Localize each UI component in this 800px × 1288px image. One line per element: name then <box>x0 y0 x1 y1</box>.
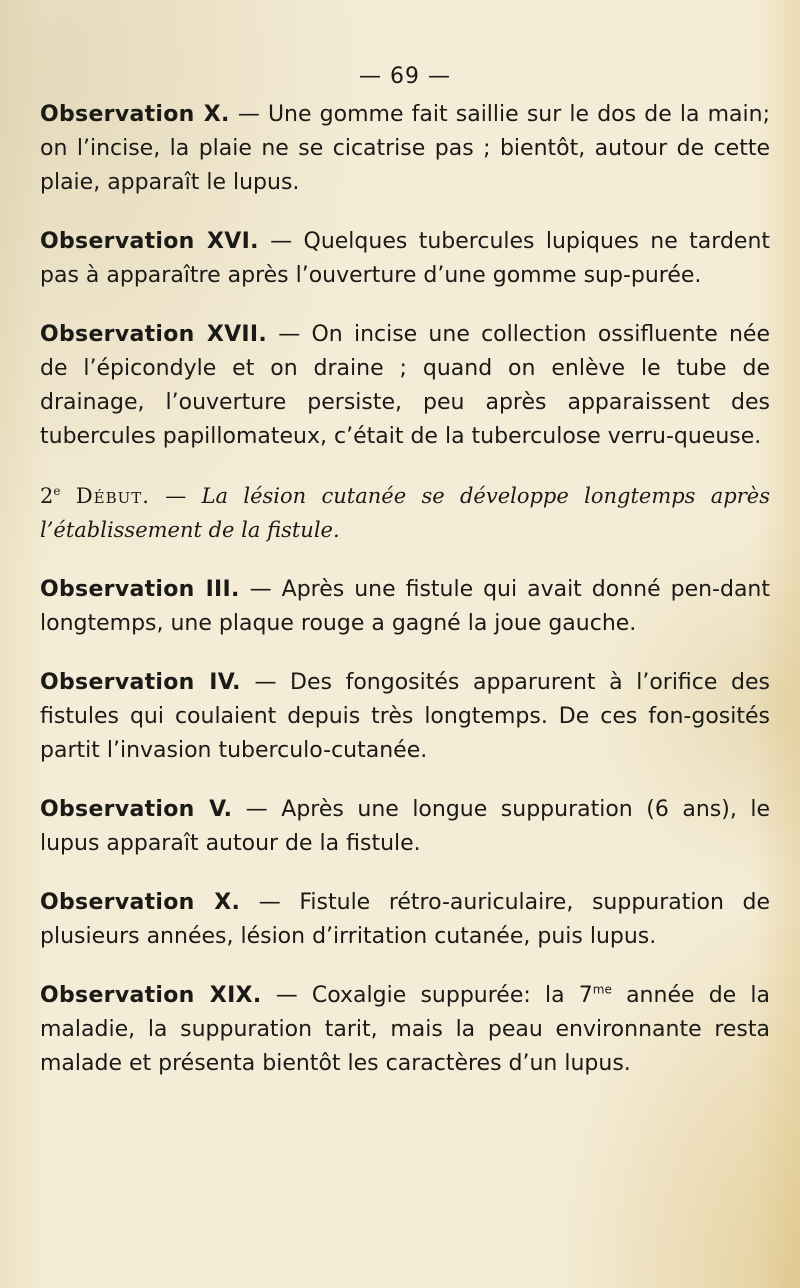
observation-title: Observation X. <box>40 102 230 127</box>
section-dash: — <box>149 484 202 508</box>
section-heading <box>40 479 770 547</box>
observation-title: Observation XIX. <box>40 983 262 1008</box>
observation-text: année de la maladie, la suppuration tarit, mais la peau environnante resta malade et présenta bientôt les caractères d’un lupus. <box>40 983 771 1076</box>
observation-x-a <box>40 98 770 200</box>
observation-title: Observation V. <box>40 797 233 822</box>
section-number-suffix: e <box>53 484 61 498</box>
observation-text: — Après une longue suppuration (6 ans), le lupus apparaît autour de la fistule. <box>40 797 770 856</box>
document-body <box>40 60 770 1106</box>
observation-text: — Quelques tubercules lupiques ne tardent pas à apparaître après l’ouverture d’une gomme sup-purée. <box>40 229 771 288</box>
observation-title: Observation IV. <box>40 670 241 695</box>
observation-xvii <box>40 318 770 454</box>
observation-text: — On incise une collection ossifluente née de l’épicondyle et on draine ; quand on enlève le tube de drainage, l’ouverture persiste, peu après apparaissent des tubercules papillomateux, c’était de la tuberculose verru-queuse. <box>40 322 771 449</box>
observation-title: Observation X. <box>40 890 241 915</box>
observation-xix <box>40 979 770 1081</box>
observation-xvi <box>40 225 770 293</box>
observation-iv <box>40 666 770 768</box>
ordinal-suffix: me <box>592 982 612 997</box>
observation-iii <box>40 573 770 641</box>
observation-x-b <box>40 886 770 954</box>
observation-v <box>40 793 770 861</box>
observation-text: — Des fongosités apparurent à l’orifice des fistules qui coulaient depuis très longtemps. De ces fon-gosités partit l’invasion tuberculo-cutanée. <box>40 670 770 763</box>
section-title: La lésion cutanée se développe longtemps après l’établissement de la fistule. <box>40 484 770 542</box>
observation-title: Observation XVI. <box>40 229 259 254</box>
observation-text: — Une gomme fait saillie sur le dos de la main; on l’incise, la plaie ne se cicatrise pas ; bientôt, autour de cette plaie, apparaît le lupus. <box>40 102 770 195</box>
observation-title: Observation XVII. <box>40 322 268 347</box>
observation-title: Observation III. <box>40 577 240 602</box>
observation-text: — Fistule rétro-auriculaire, suppuration de plusieurs années, lésion d’irritation cutanée, puis lupus. <box>40 890 771 949</box>
section-label: Début. <box>75 484 150 508</box>
observation-text: — Coxalgie suppurée: la 7 <box>261 983 593 1008</box>
section-number: 2 <box>40 484 54 508</box>
observation-text: — Après une fistule qui avait donné pen-dant longtemps, une plaque rouge a gagné la joue gauche. <box>40 577 770 636</box>
page-number: — 69 — <box>359 64 451 89</box>
